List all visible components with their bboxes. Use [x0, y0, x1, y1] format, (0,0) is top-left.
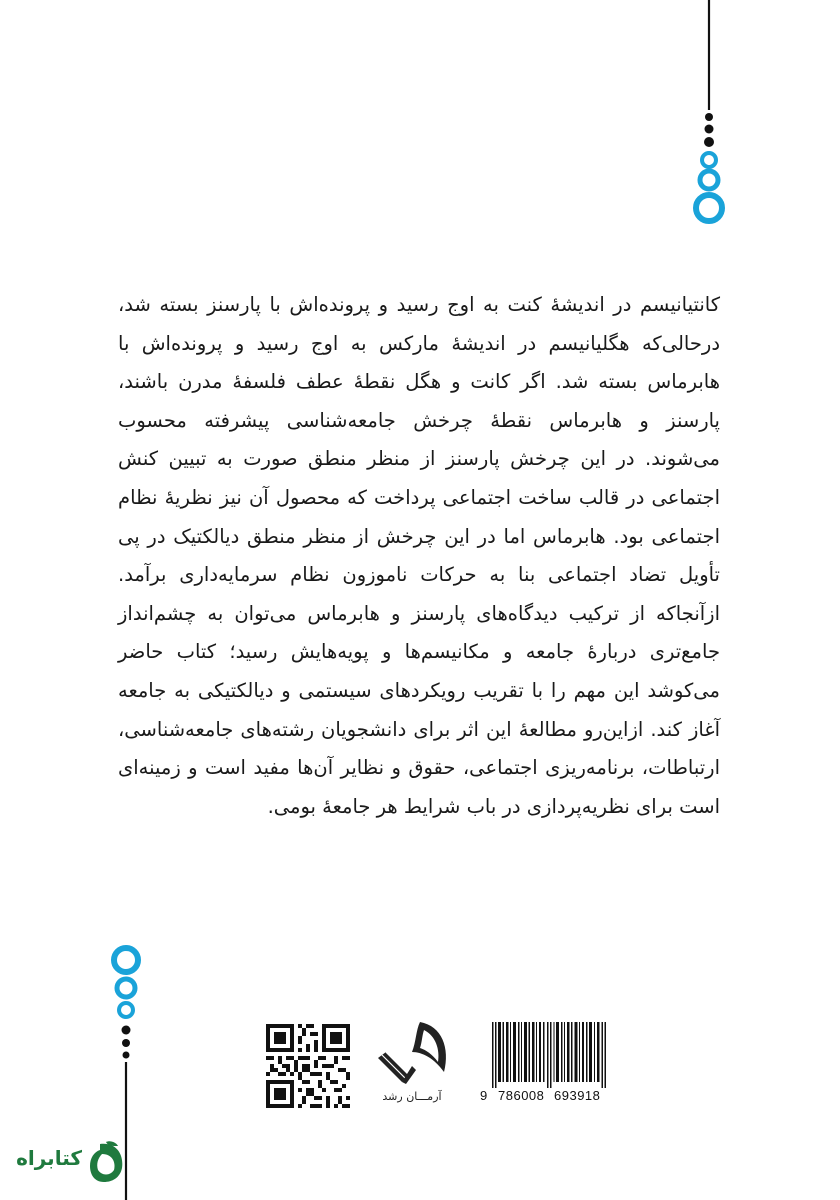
- isbn-barcode: [480, 1022, 612, 1106]
- synopsis-text: کانتیانیسم در اندیشهٔ کنت به اوج رسید و پرونده‌اش با پارسنز بسته شد، درحالی‌که هگلیانیسم در اندیشهٔ مارکس به اوج رسید و پرونده‌اش با هابرماس بسته شد. اگر کانت و هگل نقطهٔ عطف فلسفهٔ مدرن باشند، پارسنز و هابرماس نقطهٔ چرخش جامعه‌شناسی پیشرفته محسوب می‌شوند. در این چرخش پارسنز از منظر منطق صورت به تبیین کنش اجتماعی در قالب ساخت اجتماعی پرداخت که محصول آن نیز نظریهٔ نظام اجتماعی بود. هابرماس اما در این چرخش از منظر منطق دیالکتیک در پی تأویل تضاد اجتماعی بنا به حرکات ناموزون نظام سرمایه‌داری برآمد. ازآنجاکه از ترکیب دیدگاه‌های پارسنز و هابرماس می‌توان به چشم‌انداز جامع‌تری دربارهٔ جامعه و مکانیسم‌ها و پویه‌هایش رسید؛ کتاب حاضر می‌کوشد این مهم را با تقریب رویکردهای سیستمی و دیالکتیکی به جامعه آغاز کند. ازاین‌رو مطالعهٔ این اثر برای دانشجویان رشته‌های جامعه‌شناسی، ارتباطات، برنامه‌ریزی اجتماعی، حقوق و نظایر آن‌ها مفید است و زمینه‌ای است برای نظریه‌پردازی در باب شرایط هر جامعهٔ بومی.: [118, 293, 720, 818]
- publisher-block: [362, 1018, 462, 1110]
- barcode-digits-right: 693918: [554, 1088, 601, 1103]
- qr-code-icon: [266, 1024, 350, 1108]
- store-watermark: [14, 1140, 124, 1184]
- publisher-name: آرمـــان رشد: [382, 1090, 442, 1103]
- barcode-bars: [492, 1022, 610, 1088]
- barcode-lead-digit: 9: [480, 1088, 488, 1103]
- kitabrah-logo-icon: [86, 1140, 126, 1184]
- open-book-leaf-icon: [372, 1018, 452, 1088]
- store-name: کتابراه: [16, 1146, 82, 1170]
- top-ornament: [690, 0, 730, 240]
- barcode-digits-left: 786008: [498, 1088, 545, 1103]
